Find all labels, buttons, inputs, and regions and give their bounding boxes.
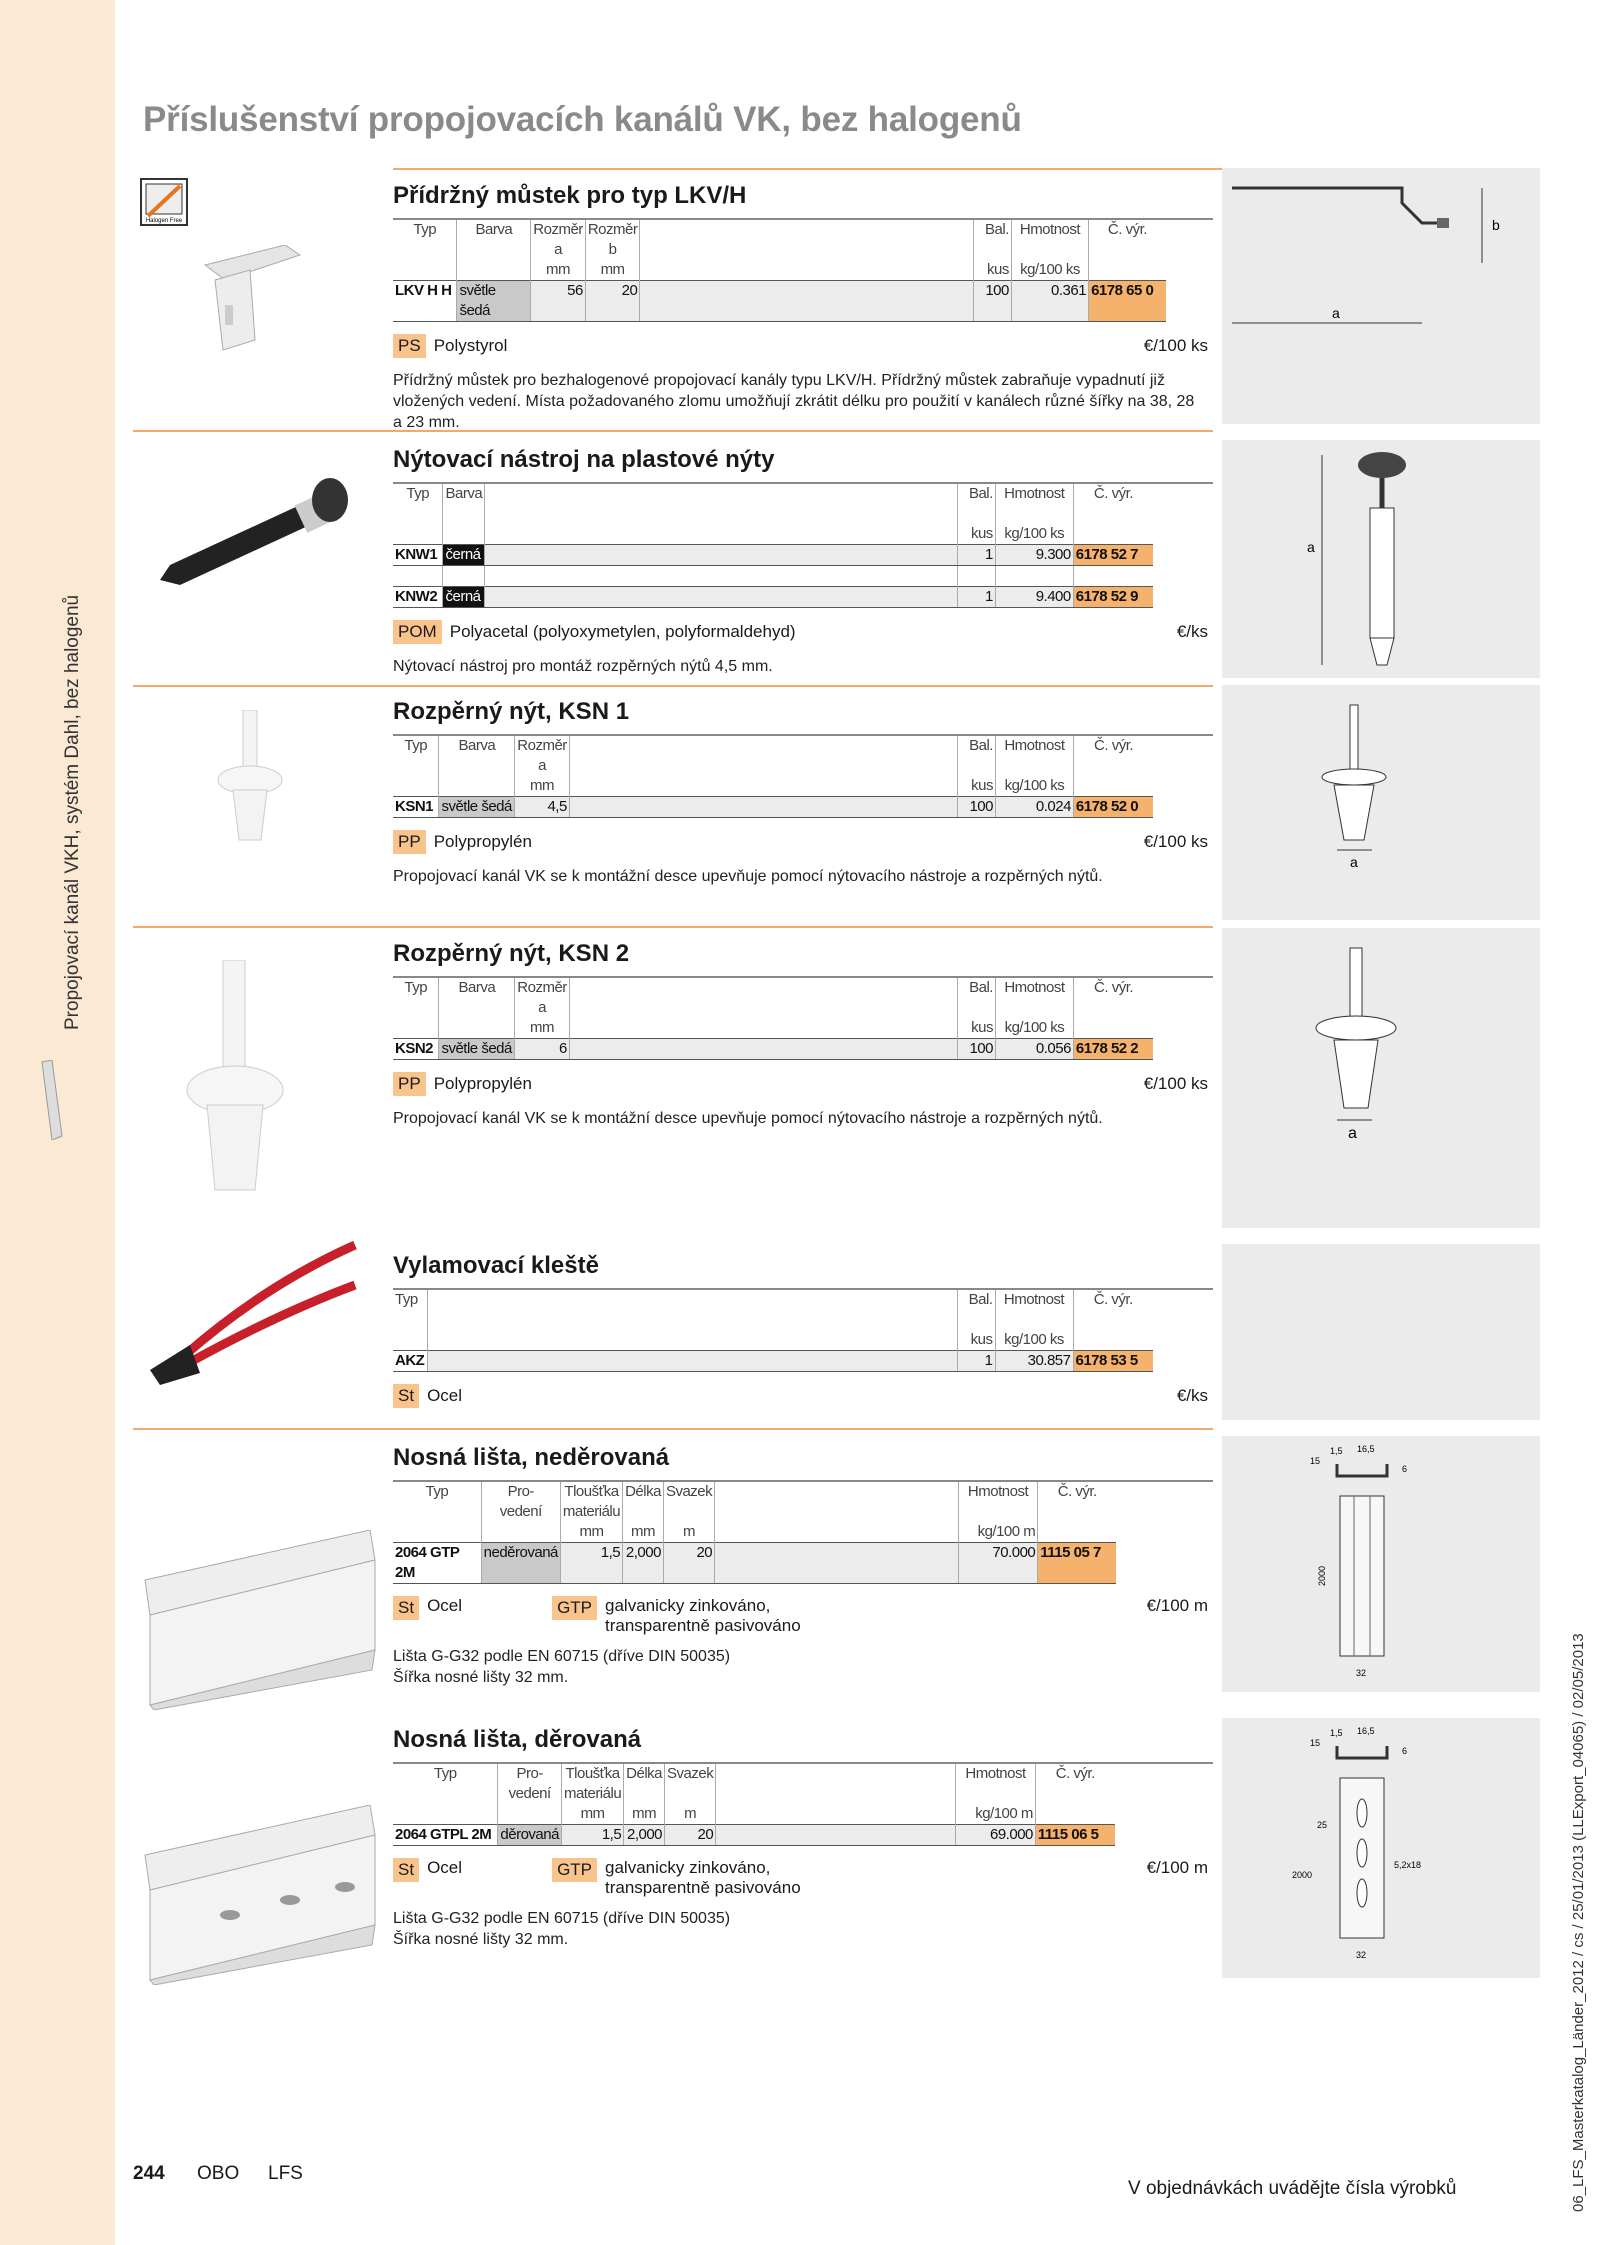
material-code: St — [393, 1596, 419, 1620]
page-number: 244 — [133, 2163, 165, 2184]
section-title: Přídržný můstek pro typ LKV/H — [393, 182, 747, 209]
svg-text:6: 6 — [1402, 1746, 1408, 1756]
svg-text:2000: 2000 — [1317, 1565, 1327, 1586]
section-breaking-pliers — [393, 1252, 1213, 1408]
footer-brand: OBO — [197, 2163, 240, 2184]
product-table: Typ Barva Rozměr Bal. Hmotnost Č. výr. a mm kus kg/100 ks KSN2 světle šedá 6 100 0.056 6178 52 2 — [393, 976, 1213, 1060]
section-rivet-ksn2 — [393, 940, 1213, 1129]
surface-code: GTP — [552, 1858, 597, 1882]
material-code: PS — [393, 334, 426, 358]
svg-text:a: a — [1332, 305, 1340, 321]
material-name: Polyacetal (polyoxymetylen, polyformaldehyd) — [449, 622, 796, 641]
breaking-pliers-image — [145, 1225, 365, 1385]
product-table: Typ Pro- Tloušťka Délka Svazek Hmotnost Č. výr. vedení materiálu mm mm m kg/100 m 2064 GTPL 2M děrovaná 1,5 2,000 20 69.000 1115 06 5 — [393, 1762, 1213, 1846]
price-unit: €/ks — [1176, 622, 1208, 641]
material-line — [393, 1596, 1208, 1636]
section-title: Vylamovací kleště — [393, 1252, 599, 1279]
table-row: KNW2 černá 1 9.400 6178 52 9 — [393, 587, 1213, 608]
svg-text:32: 32 — [1356, 1950, 1367, 1960]
price-unit: €/100 m — [1146, 1858, 1208, 1877]
table-row: KSN2 světle šedá 6 100 0.056 6178 52 2 — [393, 1039, 1213, 1060]
section-rail-perforated — [393, 1726, 1213, 1950]
footer-note: V objednávkách uvádějte čísla výrobků — [1128, 2178, 1457, 2199]
rivet-ksn1-image — [215, 710, 285, 850]
svg-text:32: 32 — [1356, 1668, 1367, 1678]
description: Lišta G-G32 podle EN 60715 (dříve DIN 50035) Šířka nosné lišty 32 mm. — [393, 1648, 731, 1686]
price-unit: €/100 ks — [1143, 1074, 1208, 1093]
material-line — [393, 334, 1208, 358]
svg-text:16,5: 16,5 — [1357, 1726, 1375, 1736]
diagram-placeholder — [1222, 1244, 1540, 1420]
surface-code: GTP — [552, 1596, 597, 1620]
material-name: Polystyrol — [433, 336, 508, 355]
section-rivet-ksn1 — [393, 698, 1213, 887]
material-line — [393, 1858, 1208, 1898]
separator — [133, 926, 1213, 928]
material-code: St — [393, 1384, 419, 1408]
material-code: PP — [393, 1072, 426, 1096]
description: Nýtovací nástroj pro montáž rozpěrných nýtů 4,5 mm. — [393, 658, 773, 675]
svg-text:16,5: 16,5 — [1357, 1444, 1375, 1454]
material-name: Ocel — [427, 1386, 463, 1405]
section-title: Nosná lišta, děrovaná — [393, 1726, 642, 1753]
svg-text:Halogen Free: Halogen Free — [145, 218, 183, 224]
material-line — [393, 1384, 1208, 1408]
diagram-rail-unperforated — [1222, 1436, 1540, 1692]
description: Přídržný můstek pro bezhalogenové propojovací kanály typu LKV/H. Přídržný můstek zabraňuje vypadnutí již vložených vedení. Místa požadovaného zlomu umožňují zkrátit délku pro použití v kanálech různé šířky na 38, 28 a 23 mm. — [393, 372, 1195, 431]
separator — [133, 685, 1213, 687]
rivet-ksn2-image — [185, 960, 285, 1200]
price-unit: €/100 ks — [1143, 832, 1208, 851]
price-unit: €/100 m — [1146, 1596, 1208, 1615]
section-title: Nosná lišta, neděrovaná — [393, 1444, 670, 1471]
svg-text:a: a — [1348, 1125, 1357, 1142]
material-code: PP — [393, 830, 426, 854]
product-table: Typ Barva Rozměr Bal. Hmotnost Č. výr. a mm kus kg/100 ks KSN1 světle šedá 4,5 100 0.024 6178 52 0 — [393, 734, 1213, 818]
product-table: Typ Barva Bal. Hmotnost Č. výr. kus kg/100 ks KNW1 černá 1 9.300 6178 52 7 KNW2 černá 1 9.400 6178 52 9 — [393, 482, 1213, 608]
surface-name: galvanicky zinkováno, transparentně pasivováno — [605, 1858, 801, 1897]
product-table: Typ Pro- Tloušťka Délka Svazek Hmotnost Č. výr. vedení materiálu mm mm m kg/100 m 2064 GTP 2M neděrovaná 1,5 2,000 20 70.000 1115 05 7 — [393, 1480, 1213, 1584]
description: Propojovací kanál VK se k montážní desce upevňuje pomocí nýtovacího nástroje a rozpěrných nýtů. — [393, 1110, 1103, 1127]
product-table: Typ Barva Rozměr Rozměr Bal. Hmotnost Č. výr. a b mm mm kus kg/100 ks LKV H H světle šedá 56 20 100 0.361 6178 65 0 — [393, 218, 1213, 322]
svg-text:1,5: 1,5 — [1330, 1728, 1343, 1738]
table-row: KNW1 černá 1 9.300 6178 52 7 — [393, 545, 1213, 566]
section-title: Rozpěrný nýt, KSN 2 — [393, 940, 630, 967]
table-row: 2064 GTP 2M neděrovaná 1,5 2,000 20 70.000 1115 05 7 — [393, 1543, 1213, 1584]
diagram-rail-perforated — [1222, 1718, 1540, 1978]
catalog-reference: 06_LFS_Masterkatalog_Länder_2012 / cs / 25/01/2013 (LLExport_04065) / 02/05/2013 — [1570, 1633, 1587, 2212]
material-line — [393, 1072, 1208, 1096]
table-row: KSN1 světle šedá 4,5 100 0.024 6178 52 0 — [393, 797, 1213, 818]
material-name: Ocel — [427, 1596, 463, 1615]
rail-unperforated-image — [140, 1530, 380, 1710]
rail-icon — [38, 1060, 64, 1140]
halogen-free-logo — [140, 178, 188, 226]
svg-text:25: 25 — [1317, 1820, 1328, 1830]
svg-text:6: 6 — [1402, 1464, 1408, 1474]
svg-text:2000: 2000 — [1292, 1870, 1313, 1880]
diagram-holding-bridge — [1222, 168, 1540, 424]
svg-text:15: 15 — [1310, 1738, 1321, 1748]
svg-text:a: a — [1350, 854, 1358, 870]
price-unit: €/ks — [1176, 1386, 1208, 1405]
holding-bridge-image — [195, 245, 305, 355]
svg-text:a: a — [1307, 539, 1315, 555]
svg-text:5,2x18: 5,2x18 — [1394, 1860, 1422, 1870]
diagram-riveting-tool — [1222, 440, 1540, 678]
material-name: Polypropylén — [433, 832, 532, 851]
diagram-rivet-ksn1 — [1222, 685, 1540, 920]
section-holding-bridge — [393, 182, 1213, 433]
surface-name: galvanicky zinkováno, transparentně pasivováno — [605, 1596, 801, 1635]
page-title: Příslušenství propojovacích kanálů VK, bez halogenů — [143, 100, 1022, 139]
svg-text:b: b — [1492, 217, 1500, 233]
description: Lišta G-G32 podle EN 60715 (dříve DIN 50035) Šířka nosné lišty 32 mm. — [393, 1910, 731, 1948]
material-line — [393, 620, 1208, 644]
section-riveting-tool — [393, 446, 1213, 677]
material-code: St — [393, 1858, 419, 1882]
svg-text:15: 15 — [1310, 1456, 1321, 1466]
section-title: Nýtovací nástroj na plastové nýty — [393, 446, 775, 473]
table-row: AKZ 1 30.857 6178 53 5 — [393, 1351, 1213, 1372]
product-table: Typ Bal. Hmotnost Č. výr. kus kg/100 ks AKZ 1 30.857 6178 53 5 — [393, 1288, 1213, 1372]
material-line — [393, 830, 1208, 854]
riveting-tool-image — [150, 470, 350, 590]
price-unit: €/100 ks — [1143, 336, 1208, 355]
table-row: LKV H H světle šedá 56 20 100 0.361 6178 65 0 — [393, 281, 1213, 322]
rail-perforated-image — [140, 1805, 380, 1985]
description: Propojovací kanál VK se k montážní desce upevňuje pomocí nýtovacího nástroje a rozpěrných nýtů. — [393, 868, 1103, 885]
material-name: Ocel — [427, 1858, 463, 1877]
table-row: 2064 GTPL 2M děrovaná 1,5 2,000 20 69.000 1115 06 5 — [393, 1825, 1213, 1846]
svg-text:1,5: 1,5 — [1330, 1446, 1343, 1456]
material-name: Polypropylén — [433, 1074, 532, 1093]
separator — [133, 1428, 1213, 1430]
side-text: Propojovací kanál VKH, systém Dahl, bez halogenů — [62, 594, 83, 1030]
footer-section: LFS — [268, 2163, 303, 2184]
material-code: POM — [393, 620, 442, 644]
section-rail-unperforated — [393, 1444, 1213, 1688]
diagram-rivet-ksn2 — [1222, 928, 1540, 1228]
section-title: Rozpěrný nýt, KSN 1 — [393, 698, 630, 725]
